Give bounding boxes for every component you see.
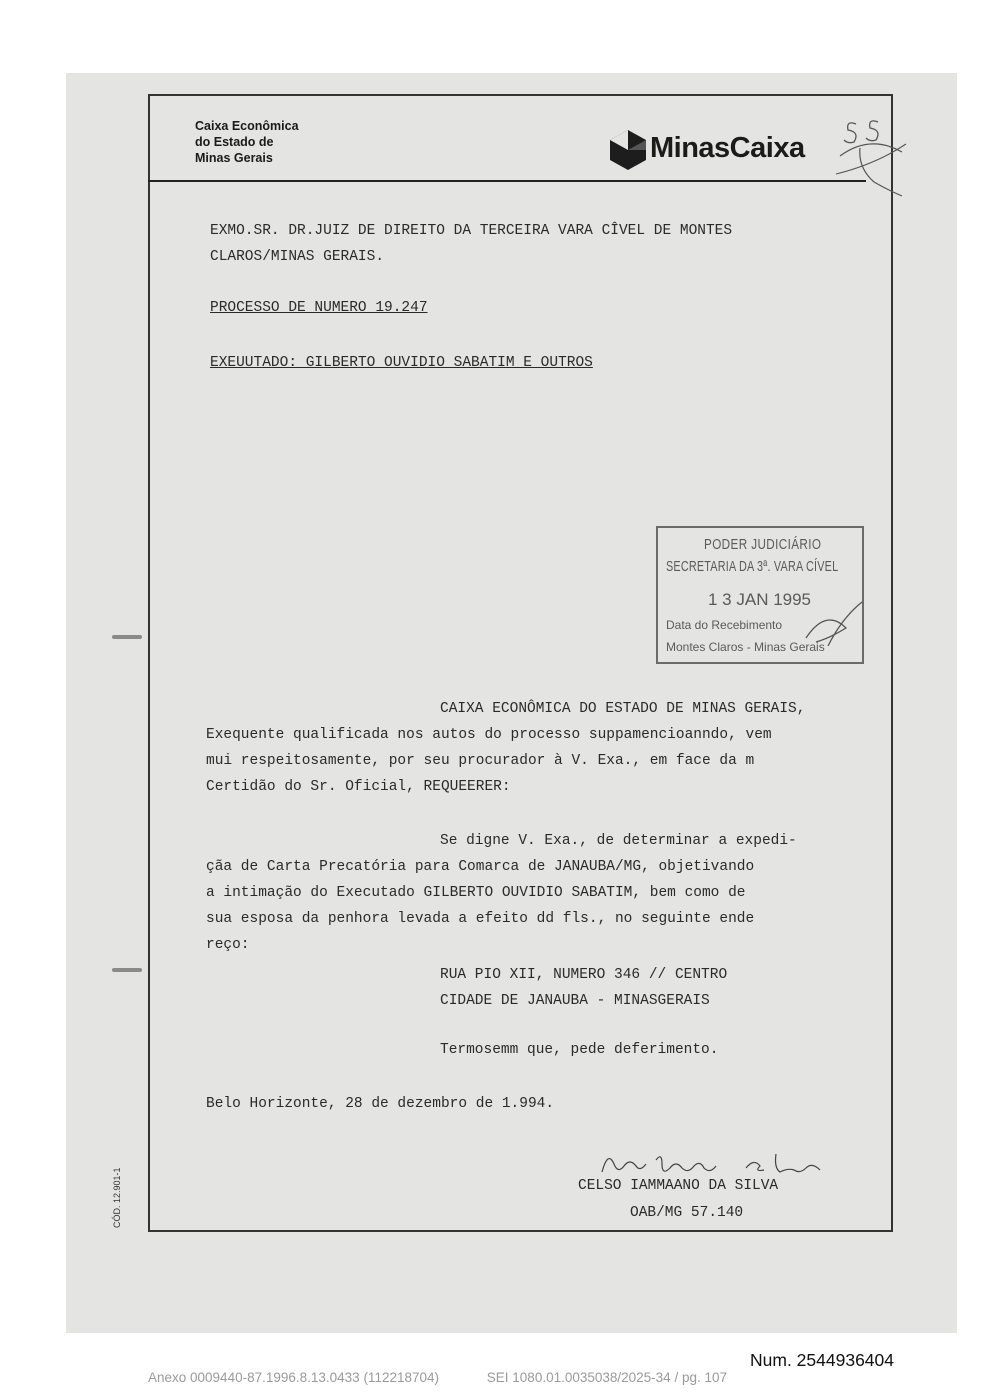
paragraph-line: Exequente qualificada nos autos do processo suppamencioanndo, vem: [206, 727, 772, 743]
paragraph-line: Certidão do Sr. Oficial, REQUEERER:: [206, 779, 511, 795]
address-line: RUA PIO XII, NUMERO 346 // CENTRO: [440, 967, 728, 983]
form-code: CÓD. 12.901-1: [112, 1167, 122, 1228]
closing-formula: Termosemm que, pede deferimento.: [440, 1042, 719, 1058]
court-receipt-stamp: [656, 526, 864, 664]
process-number: PROCESSO DE NUMERO 19.247: [210, 300, 428, 316]
paragraph-line: a intimação do Executado GILBERTO OUVIDIO SABATIM, bem como de: [206, 885, 746, 901]
stamp-date: 1 3 JAN 1995: [708, 590, 812, 609]
header-rule: [148, 180, 866, 182]
paragraph-petition: [206, 828, 797, 958]
paragraph-line: reço:: [206, 937, 250, 953]
stamp-label: Data do Recebimento: [666, 618, 783, 632]
paragraph-line: CAIXA ECONÔMICA DO ESTADO DE MINAS GERAIS,: [440, 701, 806, 717]
signatory-oab: OAB/MG 57.140: [630, 1205, 744, 1221]
executed-party: EXEUUTADO: GILBERTO OUVIDIO SABATIM E OUTROS: [210, 355, 593, 371]
institution-line: Minas Gerais: [195, 151, 273, 165]
minascaixa-logo: [606, 126, 856, 174]
stamp-place: Montes Claros - Minas Gerais: [666, 640, 825, 654]
staple-mark: [112, 633, 142, 641]
paragraph-line: mui respeitosamente, por seu procurador à V. Exa., em face da m: [206, 753, 755, 769]
addressee-line: EXMO.SR. DR.JUIZ DE DIREITO DA TERCEIRA VARA CÎVEL DE MONTES: [210, 223, 733, 239]
paragraph-line: çãa de Carta Precatória para Comarca de JANAUBA/MG, objetivando: [206, 859, 755, 875]
minascaixa-logo-icon: [606, 128, 650, 172]
stamp-initials: [798, 598, 868, 658]
stamp-line2: SECRETARIA DA 3ª. VARA CÍVEL: [666, 558, 839, 575]
footer-sei: SEI 1080.01.0035038/2025-34 / pg. 107: [486, 1370, 727, 1385]
institution-name: [195, 118, 299, 166]
logo-text: MinasCaixa: [650, 132, 805, 164]
signatory-name: CELSO IAMMAANO DA SILVA: [578, 1178, 779, 1194]
date-line: Belo Horizonte, 28 de dezembro de 1.994.: [206, 1096, 555, 1112]
street-address: [440, 962, 727, 1014]
paragraph-line: Se digne V. Exa., de determinar a expedi-: [440, 833, 797, 849]
footer: [148, 1370, 771, 1385]
stamp-line1: PODER JUDICIÁRIO: [704, 536, 822, 553]
addressee-line: CLAROS/MINAS GERAIS.: [210, 249, 385, 265]
address-line: CIDADE DE JANAUBA - MINASGERAIS: [440, 993, 710, 1009]
staple-mark: [112, 966, 142, 974]
institution-line: Caixa Econômica: [195, 119, 299, 133]
addressee: [210, 218, 732, 270]
institution-line: do Estado de: [195, 135, 274, 149]
signature: [596, 1146, 846, 1182]
paragraph-request: [206, 696, 805, 800]
handwritten-page-mark: [830, 112, 910, 207]
paragraph-line: sua esposa da penhora levada a efeito dd fls., no seguinte ende: [206, 911, 755, 927]
footer-annex: Anexo 0009440-87.1996.8.13.0433 (112218704): [148, 1370, 440, 1385]
document-number: Num. 2544936404: [750, 1350, 894, 1370]
